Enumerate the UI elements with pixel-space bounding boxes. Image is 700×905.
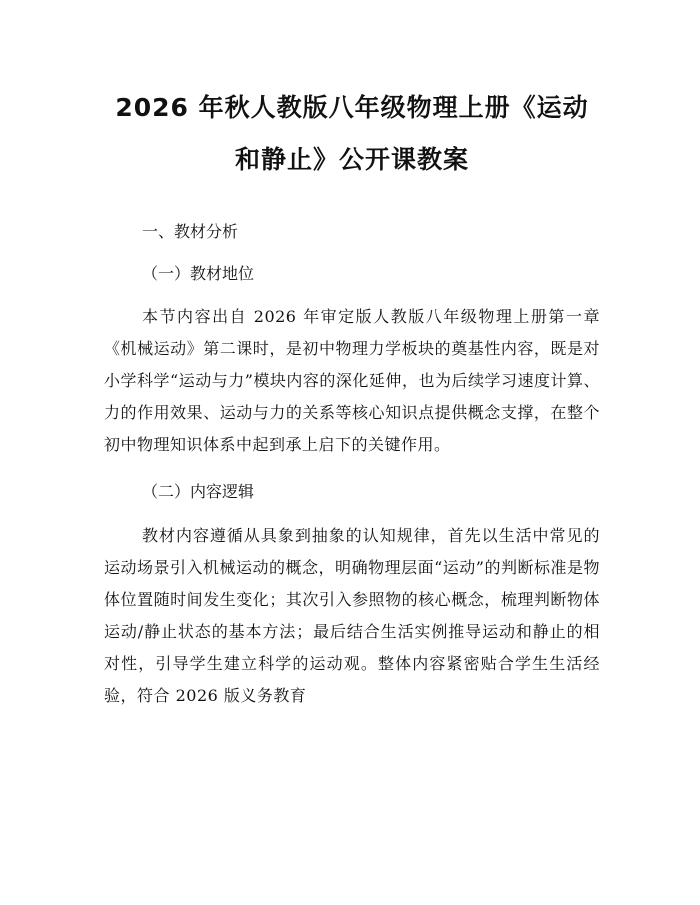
paragraph-content-logic: 教材内容遵循从具象到抽象的认知规律，首先以生活中常见的运动场景引入机械运动的概念，明确物理层面“运动”的判断标准是物体位置随时间发生变化；其次引入参照物的核心概念，梳理判断物体运动/静止状态的基本方法；最后结合生活实例推导运动和静止的相对性，引导学生建立科学的运动观。整体内容紧密贴合学生生活经验，符合 2026 版义务教育 [104, 526, 600, 705]
subsection-heading-textbook-status: （一）教材地位 [142, 264, 255, 283]
subsection-heading-content-logic: （二）内容逻辑 [142, 482, 255, 501]
paragraph-textbook-status: 本节内容出自 2026 年审定版人教版八年级物理上册第一章《机械运动》第二课时，是初中物理力学板块的奠基性内容，既是对小学科学“运动与力”模块内容的深化延伸，也为后续学习速度计算、力的作用效果、运动与力的关系等核心知识点提供概念支撑，在整个初中物理知识体系中起到承上启下的关键作用。 [104, 307, 600, 454]
document-title: 2026 年秋人教版八年级物理上册《运动和静止》公开课教案 [115, 93, 589, 174]
section-heading-textbook-analysis: 一、教材分析 [142, 222, 239, 241]
